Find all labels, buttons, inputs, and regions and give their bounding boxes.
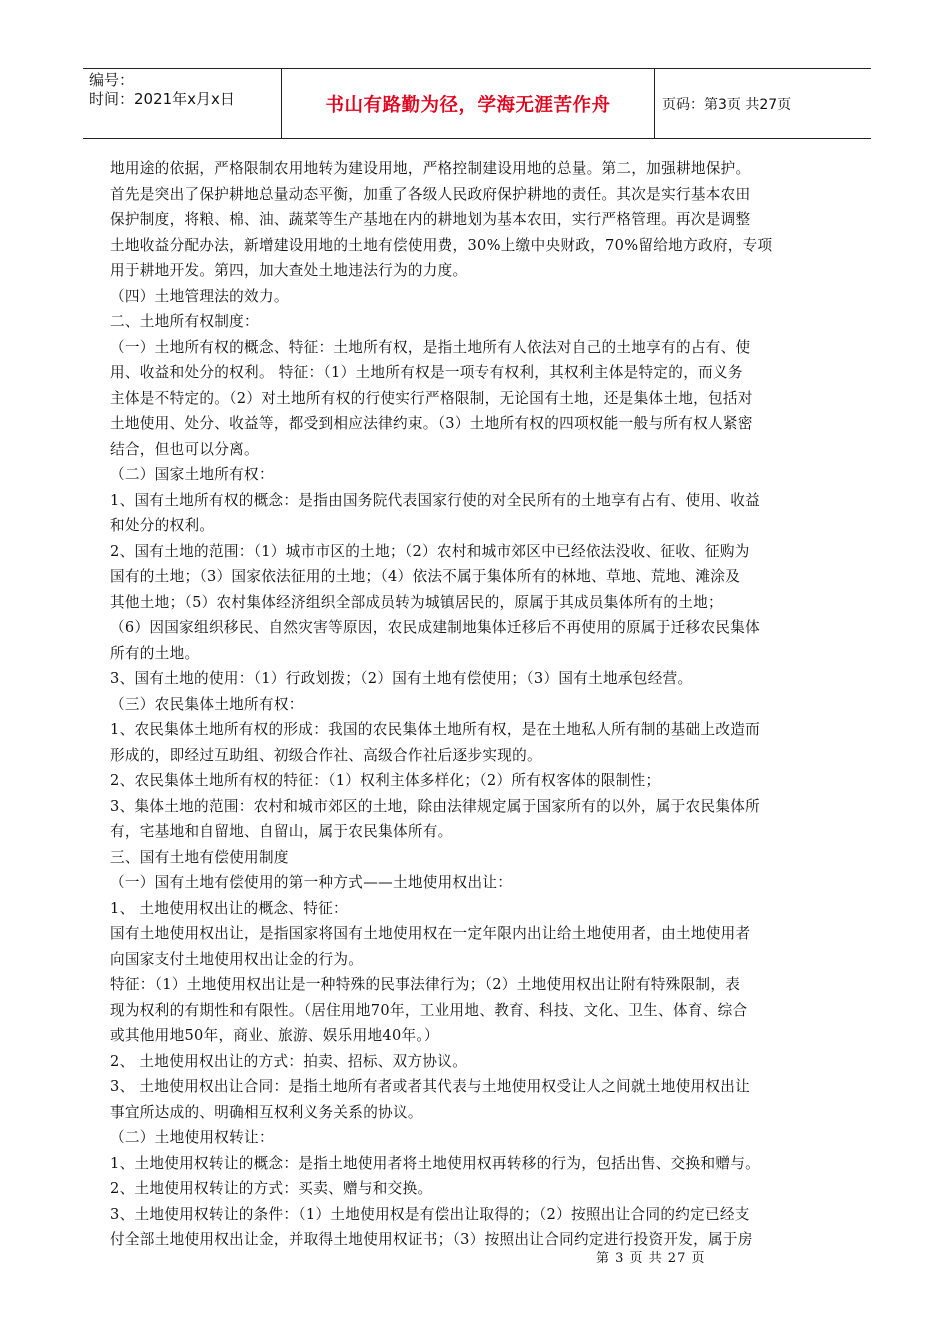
body-line: 形成的，即经过互助组、初级合作社、高级合作社后逐步实现的。: [110, 746, 542, 764]
page-footer: 第 3 页 共 27 页: [596, 1251, 706, 1266]
body-line: 付全部土地使用权出让金，并取得土地使用权证书；（3）按照出让合同约定进行投资开发，属于房: [110, 1231, 753, 1248]
body-line: 2、国有土地的范围：（1）城市市区的土地；（2）农村和城市郊区中已经依法没收、征收、征购为: [110, 542, 750, 560]
body-line: （一）国有土地有偿使用的第一种方式——土地使用权出让：: [110, 874, 513, 891]
body-line: 土地使用、处分、收益等，都受到相应法律约束。（3）土地所有权的四项权能一般与所有权人紧密: [110, 415, 753, 432]
header-meta: [83, 69, 282, 138]
body-line: 所有的土地。: [110, 644, 200, 662]
body-line: 3、土地使用权转让的条件：（1）土地使用权是有偿出让取得的；（2）按照出让合同的约定已经支: [110, 1205, 750, 1223]
body-line: （6）因国家组织移民、自然灾害等原因，农民成建制地集体迁移后不再使用的原属于迁移农民集体: [110, 619, 761, 636]
body-line: 1、国有土地所有权的概念：是指由国务院代表国家行使的对全民所有的土地享有占有、使用、收益: [110, 491, 761, 509]
body-line: 向国家支付土地使用权出让金的行为。: [110, 950, 364, 968]
body-line: 土地收益分配办法，新增建设用地的土地有偿使用费，30%上缴中央财政，70%留给地方政府，专项: [110, 236, 773, 254]
body-line: 2、农民集体土地所有权的特征：（1）权利主体多样化；（2）所有权客体的限制性；: [110, 772, 661, 789]
body-line: 3、 土地使用权出让合同：是指土地所有者或者其代表与土地使用权受让人之间就土地使用权出让: [110, 1078, 751, 1095]
body-line: 结合，但也可以分离。: [110, 440, 259, 458]
document-body: [110, 156, 842, 1253]
body-line: 三、国有土地有偿使用制度: [110, 848, 289, 866]
body-line: 1、 土地使用权出让的概念、特征：: [110, 899, 348, 917]
body-line: 国有土地使用权出让，是指国家将国有土地使用权在一定年限内出让给土地使用者，由土地使用者: [110, 925, 751, 942]
body-line: 或其他用地50年，商业、旅游、娱乐用地40年。）: [110, 1027, 439, 1044]
body-line: 特征：（1）土地使用权出让是一种特殊的民事法律行为；（2）土地使用权出让附有特殊限制，表: [110, 976, 741, 993]
body-line: 现为权利的有期性和有限性。（居住用地70年，工业用地、教育、科技、文化、卫生、体育、综合: [110, 1001, 748, 1019]
body-line: 3、集体土地的范围：农村和城市郊区的土地，除由法律规定属于国家所有的以外，属于农民集体所: [110, 797, 761, 815]
body-line: （一）土地所有权的概念、特征：土地所有权，是指土地所有人依法对自己的土地享有的占有、使: [110, 338, 751, 356]
document-number-label: 编号：: [89, 71, 135, 89]
body-line: （二）土地使用权转让：: [110, 1129, 274, 1146]
body-line: （四）土地管理法的效力。: [110, 287, 289, 305]
body-line: 二、土地所有权制度：: [110, 313, 259, 330]
body-line: （二）国家土地所有权：: [110, 466, 274, 483]
document-date: 时间：2021年x月x日: [89, 90, 235, 108]
body-line: 2、 土地使用权出让的方式：拍卖、招标、双方协议。: [110, 1052, 468, 1070]
body-line: 3、国有土地的使用：（1）行政划拨；（2）国有土地有偿使用；（3）国有土地承包经营。: [110, 670, 693, 687]
body-line: 2、土地使用权转让的方式：买卖、赠与和交换。: [110, 1180, 433, 1197]
body-line: 保护制度，将粮、棉、油、蔬菜等生产基地在内的耕地划为基本农田，实行严格管理。再次是调整: [110, 211, 751, 228]
body-line: 地用途的依据，严格限制农用地转为建设用地，严格控制建设用地的总量。第二，加强耕地保护。: [110, 160, 751, 177]
body-line: 首先是突出了保护耕地总量动态平衡，加重了各级人民政府保护耕地的责任。其次是实行基本农田: [110, 185, 751, 203]
body-line: 国有的土地；（3）国家依法征用的土地；（4）依法不属于集体所有的林地、草地、荒地、滩涂及: [110, 568, 741, 585]
page-header: [83, 68, 871, 139]
body-line: 用、收益和处分的权利。 特征：（1）土地所有权是一项专有权利，其权利主体是特定的，而义务: [110, 364, 743, 381]
body-line: 其他土地；（5）农村集体经济组织全部成员转为城镇居民的，原属于其成员集体所有的土地；: [110, 593, 723, 611]
body-line: 有，宅基地和自留地、自留山，属于农民集体所有。: [110, 823, 453, 840]
header-motto: 书山有路勤为径，学海无涯苦作舟: [282, 69, 655, 138]
body-line: 和处分的权利。: [110, 517, 215, 534]
body-line: 1、土地使用权转让的概念：是指土地使用者将土地使用权再转移的行为，包括出售、交换和赠与。: [110, 1154, 761, 1172]
header-page-info: 页码：第3页 共27页: [662, 96, 792, 113]
body-line: 1、农民集体土地所有权的形成：我国的农民集体土地所有权，是在土地私人所有制的基础上改造而: [110, 721, 761, 738]
body-line: 用于耕地开发。第四，加大查处土地违法行为的力度。: [110, 262, 468, 279]
body-line: 主体是不特定的。（2）对土地所有权的行使实行严格限制，无论国有土地，还是集体土地，包括对: [110, 389, 753, 407]
body-line: （三）农民集体土地所有权：: [110, 695, 304, 713]
body-line: 事宜所达成的、明确相互权利义务关系的协议。: [110, 1103, 423, 1121]
